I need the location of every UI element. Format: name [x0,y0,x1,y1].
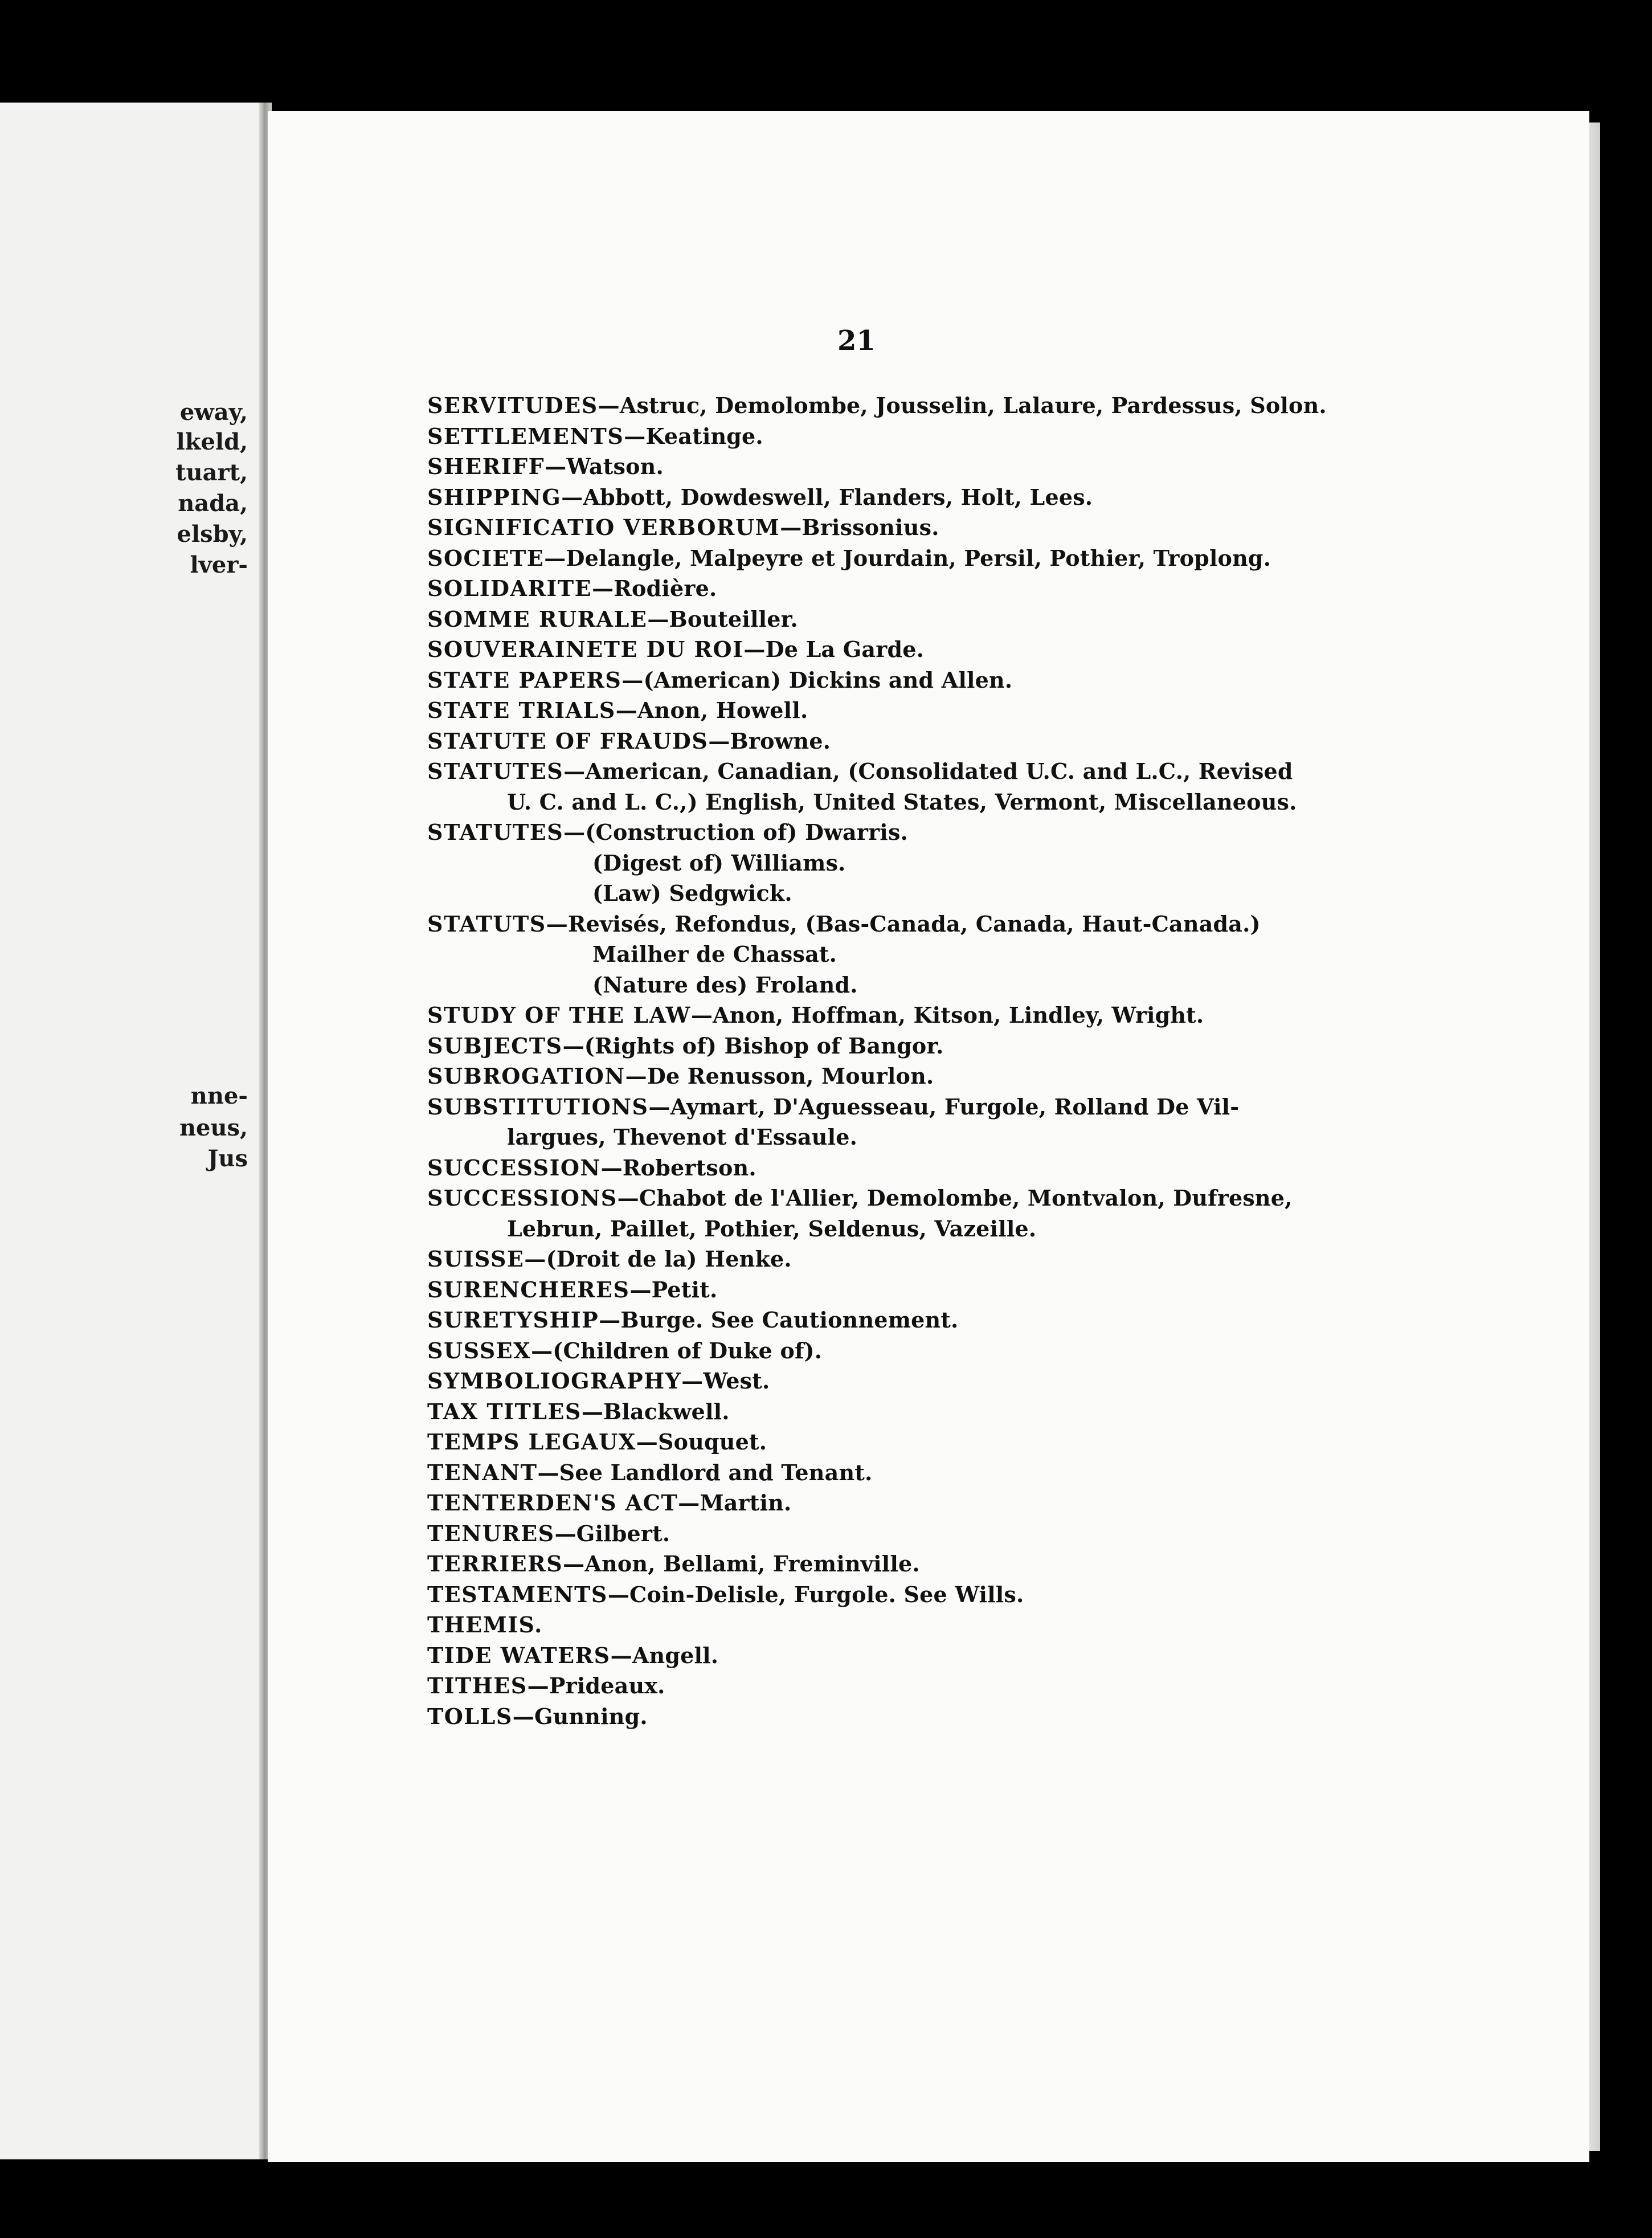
entry-heading: SURENCHERES [427,1276,630,1302]
index-entry [427,634,1305,665]
entry-heading: THEMIS. [427,1612,543,1637]
index-entry [427,1640,1305,1671]
index-entry [427,421,1305,452]
index-entries [427,390,1327,1731]
index-entry [427,1518,1305,1549]
entry-text: —Blackwell. [581,1398,730,1424]
entry-text: —Brissonius. [780,514,939,540]
index-entry [427,1427,1305,1457]
left-fragment: elsby, [177,521,248,548]
entry-heading: TERRIERS [427,1551,563,1577]
entry-heading: SUBJECTS [427,1032,563,1059]
index-entry [427,512,1305,543]
index-entry [427,756,1305,787]
entry-heading: STATUTES [427,819,564,845]
entry-heading: TENTERDEN'S ACT [427,1490,678,1516]
entry-heading: SURETYSHIP [427,1307,599,1333]
index-entry [427,1579,1305,1610]
index-entry [427,939,1305,970]
index-entry [427,1061,1305,1092]
entry-heading: SOUVERAINETE DU ROI [427,636,744,662]
index-entry [427,1244,1305,1275]
index-entry [427,787,1305,818]
index-entry [427,1153,1305,1183]
entry-text: —Anon, Bellami, Freminville. [563,1551,920,1577]
entry-heading: SUISSE [427,1246,525,1272]
entry-heading: SUCCESSION [427,1154,601,1181]
entry-heading: TITHES [427,1673,528,1698]
entry-text: —Bouteiller. [647,606,798,632]
entry-text: —Gilbert. [554,1520,670,1546]
entry-heading: SIGNIFICATIO VERBORUM [427,514,780,540]
entry-text: —Rodière. [592,575,717,601]
entry-heading: SUSSEX [427,1337,531,1363]
entry-text: —Angell. [610,1642,719,1668]
entry-heading: TESTAMENTS [427,1581,608,1607]
entry-heading: SETTLEMENTS [427,423,624,449]
left-fragment: eway, [179,399,248,426]
entry-text: —Revisés, Refondus, (Bas-Canada, Canada, Haut-Canada.) [546,910,1261,937]
entry-text: (Digest of) Williams. [592,850,846,876]
entry-heading: TOLLS [427,1703,513,1729]
entry-text: —West. [681,1368,770,1394]
left-fragment: nada, [178,490,248,517]
entry-heading: SYMBOLIOGRAPHY [427,1368,682,1394]
entry-text: U. C. and L. C.,) English, United States, Vermont, Miscellaneous. [507,789,1297,815]
index-entry [427,970,1305,1000]
index-entry [427,1671,1305,1701]
entry-text: —Robertson. [600,1154,757,1181]
index-entry [427,1457,1305,1488]
index-entry [427,1031,1305,1061]
entry-text: —(Droit de la) Henke. [524,1246,792,1272]
index-entry [427,695,1305,726]
index-entry [427,1701,1305,1732]
index-entry [427,573,1305,604]
index-entry [427,1000,1305,1031]
entry-text: largues, Thevenot d'Essaule. [507,1124,858,1150]
left-fragment: lver- [190,552,248,578]
entry-heading: SOLIDARITE [427,575,592,601]
entry-text: —(Rights of) Bishop of Bangor. [562,1032,944,1059]
entry-heading: STUDY OF THE LAW [427,1002,691,1028]
entry-heading: SOMME RURALE [427,606,648,632]
entry-heading: SERVITUDES [427,393,598,418]
left-fragment: tuart, [175,459,248,486]
entry-text: —Anon, Howell. [615,697,808,723]
index-entry [427,1336,1305,1366]
entry-text: —Astruc, Demolombe, Jousselin, Lalaure, Pardessus, Solon. [598,393,1327,418]
entry-text: —Martin. [678,1490,792,1516]
index-entry [427,1183,1305,1214]
index-entry [427,1488,1305,1518]
index-entry [427,1610,1305,1640]
entry-text: —Chabot de l'Allier, Demolombe, Montvalon, Dufresne, [617,1185,1293,1211]
index-entry [427,848,1305,879]
entry-text: —Watson. [545,454,664,479]
index-entry [427,878,1305,909]
entry-text: (Nature des) Froland. [592,971,858,998]
entry-text: Lebrun, Paillet, Pothier, Seldenus, Vazeille. [507,1215,1037,1241]
entry-heading: STATE PAPERS [427,667,622,693]
index-entry [427,390,1327,421]
entry-heading: TAX TITLES [427,1398,582,1424]
index-entry [427,482,1305,513]
entry-text: —Gunning. [512,1703,648,1729]
entry-text: —Abbott, Dowdeswell, Flanders, Holt, Lees. [561,484,1093,510]
page-number: 21 [837,325,876,357]
index-entry [427,817,1305,848]
entry-heading: STATE TRIALS [427,697,616,723]
entry-heading: SUBSTITUTIONS [427,1093,649,1120]
entry-text: —(Construction of) Dwarris. [563,819,908,845]
index-entry [427,1366,1305,1396]
left-fragment: nne- [190,1083,248,1109]
entry-heading: TENURES [427,1520,555,1546]
entry-heading: STATUTES [427,758,564,784]
index-entry [427,604,1305,635]
index-entry [427,1122,1305,1153]
entry-heading: TENANT [427,1459,538,1485]
index-entry [427,909,1305,940]
entry-heading: TIDE WATERS [427,1642,611,1668]
index-entry [427,1549,1305,1579]
entry-text: —Prideaux. [527,1673,665,1698]
left-fragment: neus, [179,1114,248,1141]
index-entry [427,1214,1305,1244]
index-entry [427,543,1305,574]
entry-text: —Delangle, Malpeyre et Jourdain, Persil, Pothier, Troplong. [544,545,1271,571]
index-entry [427,726,1305,757]
entry-heading: SHIPPING [427,484,562,510]
entry-heading: SHERIFF [427,454,545,479]
entry-text: —De Renusson, Mourlon. [625,1063,934,1089]
entry-heading: STATUTE OF FRAUDS [427,728,709,754]
index-entry [427,1396,1305,1427]
left-page [0,103,265,2159]
entry-heading: SUBROGATION [427,1063,625,1089]
entry-text: Mailher de Chassat. [592,941,837,967]
index-entry [427,1275,1305,1305]
index-entry [427,451,1305,482]
entry-text: (Law) Sedgwick. [592,880,792,906]
left-fragment: lkeld, [176,428,248,455]
entry-text: —American, Canadian, (Consolidated U.C. and L.C., Revised [563,758,1293,784]
entry-text: —Browne. [708,728,831,754]
entry-heading: SUCCESSIONS [427,1185,618,1211]
entry-text: —(American) Dickins and Allen. [621,667,1013,693]
entry-text: —Coin-Delisle, Furgole. See Wills. [607,1581,1024,1607]
entry-heading: STATUTS [427,910,546,937]
entry-text: —Souquet. [636,1429,767,1455]
entry-text: —Petit. [629,1276,718,1302]
index-entry [427,1092,1305,1122]
entry-text: —Anon, Hoffman, Kitson, Lindley, Wright. [690,1002,1204,1028]
entry-text: —(Children of Duke of). [531,1337,823,1363]
index-entry [427,665,1305,696]
entry-text: —Burge. See Cautionnement. [599,1307,959,1333]
entry-text: —Aymart, D'Aguesseau, Furgole, Rolland De Vil- [648,1093,1240,1120]
entry-text: —See Landlord and Tenant. [537,1459,873,1485]
left-fragment: Jus [207,1145,248,1172]
entry-text: —Keatinge. [624,423,763,449]
index-entry [427,1305,1305,1336]
entry-heading: SOCIETE [427,545,545,571]
entry-heading: TEMPS LEGAUX [427,1429,636,1455]
entry-text: —De La Garde. [743,636,925,662]
